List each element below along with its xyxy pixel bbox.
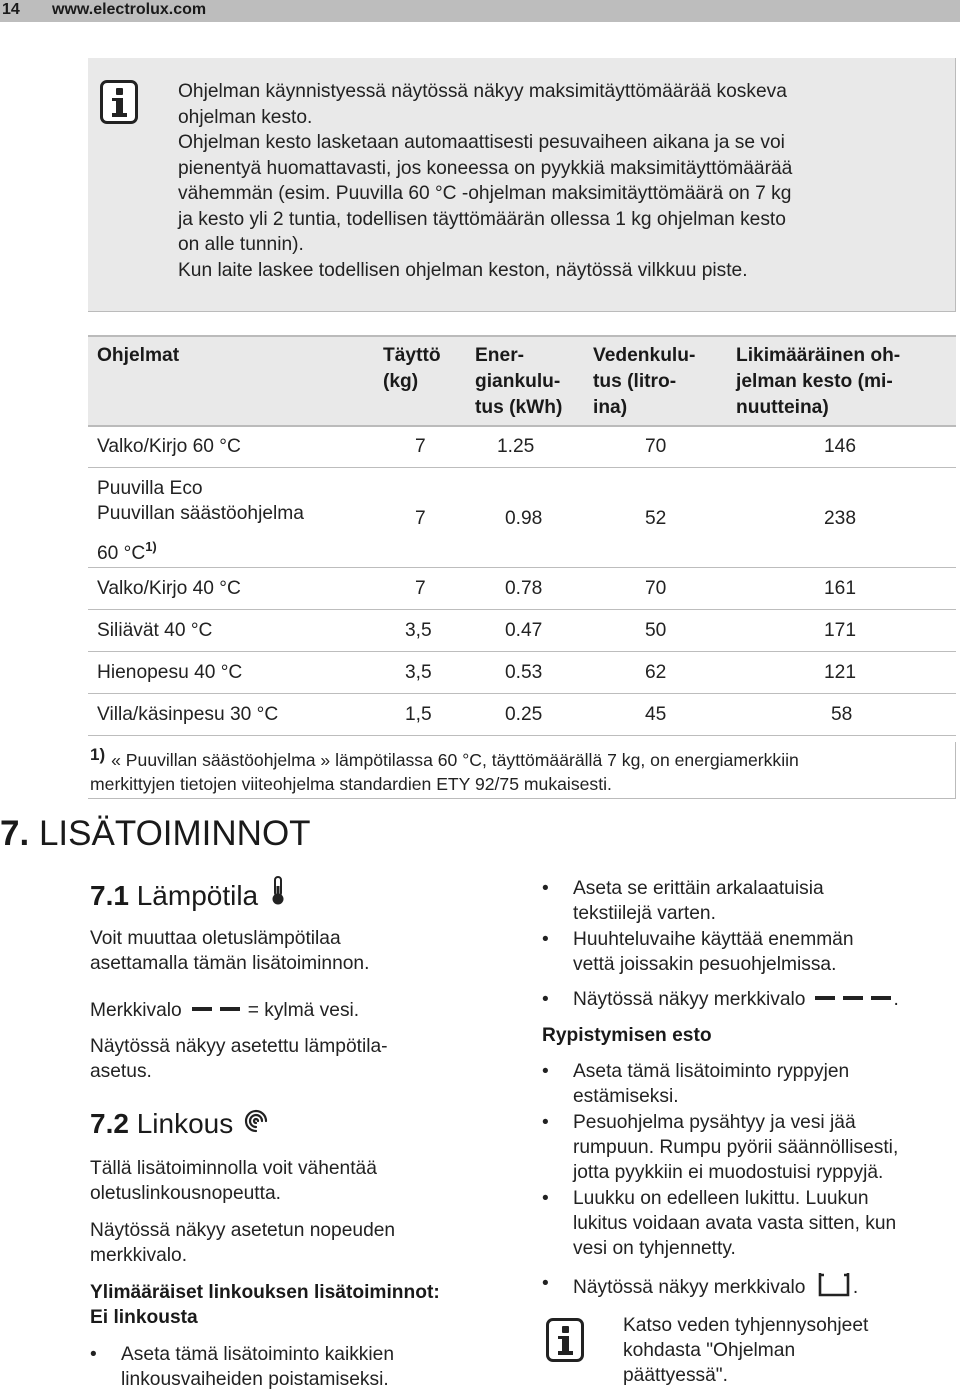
subheading-anti-crease: Rypistymisen esto (542, 1025, 712, 1046)
table-cell-programme: Puuvilla Eco (97, 478, 203, 499)
list-item: • Aseta tämä lisätoiminto ryppyjen estämiseksi. (542, 1061, 850, 1107)
column-header-water: Vedenkulu- tus (litro- ina) (593, 345, 696, 418)
list-item: • Näytössä näkyy merkkivalo . (542, 1273, 859, 1298)
list-item: • Näytössä näkyy merkkivalo . (542, 989, 899, 1010)
table-footnote (90, 743, 956, 796)
dash-indicator-icon (192, 1007, 212, 1011)
note-line: Ohjelman kesto lasketaan automaattisesti pesuvaiheen aikana ja se voi (178, 132, 785, 153)
table-cell-energy: 1.25 (497, 436, 535, 457)
table-cell-duration: 146 (824, 436, 857, 457)
list-item: • Luukku on edelleen lukittu. Luukun lukitus voidaan avata vasta sitten, kun vesi on tyhjennetty. (542, 1188, 897, 1259)
paragraph: Voit muuttaa oletuslämpötilaa asettamalla tämän lisätoiminnon. (90, 928, 370, 974)
table-cell-water: 70 (645, 436, 667, 457)
list-item: • Aseta tämä lisätoiminto kaikkien linkousvaiheiden poistamiseksi. (90, 1344, 395, 1390)
list-item: • Pesuohjelma pysähtyy ja vesi jää rumpuun. Rumpu pyörii säännöllisesti, jotta pyykkiin ei muodostuisi ryppyjä. (542, 1112, 899, 1183)
paragraph: Näytössä näkyy asetettu lämpötila- asetus. (90, 1036, 388, 1082)
table-cell-load: 7 (415, 508, 426, 529)
note-line: Kun laite laskee todellisen ohjelman keston, näytössä vilkkuu piste. (178, 259, 748, 281)
dash-indicator-icon (871, 996, 891, 1000)
info-note-drain: Katso veden tyhjennysohjeet kohdasta "Ohjelman päättyessä". (623, 1315, 869, 1386)
table-cell-duration: 121 (824, 662, 857, 683)
column-header-programme: Ohjelmat (97, 345, 180, 366)
footnote-reference: 1) (145, 539, 157, 554)
table-cell-programme: Valko/Kirjo 60 °C (97, 436, 241, 457)
section-title: 7. LISÄTOIMINNOT (0, 814, 311, 853)
table-cell-energy: 0.78 (505, 578, 543, 599)
table-cell-programme: Puuvillan säästöohjelma (97, 503, 304, 524)
row-divider (88, 735, 956, 736)
row-divider (88, 609, 956, 610)
info-icon (100, 80, 138, 124)
footnote-divider (88, 798, 956, 799)
page-header (0, 0, 960, 22)
note-line: vähemmän (esim. Puuvilla 60 °C -ohjelman maksimitäyttömäärä on 7 kg (178, 183, 792, 204)
table-cell-load: 3,5 (405, 662, 432, 683)
note-line: pienentyä huomattavasti, jos koneessa on pyykkiä maksimitäyttömäärää (178, 157, 793, 179)
list-item: • Huuhteluvaihe käyttää enemmän vettä joissakin pesuohjelmissa. (542, 929, 854, 975)
thermometer-icon (270, 876, 286, 906)
table-cell-duration: 238 (824, 508, 857, 529)
row-divider (88, 467, 956, 468)
table-cell-programme: Villa/käsinpesu 30 °C (97, 704, 279, 725)
table-cell-load: 1,5 (405, 704, 432, 725)
row-divider (88, 567, 956, 568)
table-cell-duration: 161 (824, 578, 857, 599)
info-icon (546, 1318, 584, 1362)
column-header-energy: Ener- giankulu- tus (kWh) (475, 345, 563, 418)
table-cell-energy: 0.98 (505, 508, 543, 529)
note-line: on alle tunnin). (178, 234, 304, 255)
list-item: • Aseta se erittäin arkalaatuisia tekstiilejä varten. (542, 878, 824, 924)
footnote-text: merkittyjen tietojen viiteohjelma standardien ETY 92/75 mukaisesti. (90, 774, 612, 794)
paragraph: Tällä lisätoiminnolla voit vähentää oletuslinkousnopeutta. (90, 1158, 377, 1204)
table-cell-programme: Hienopesu 40 °C (97, 662, 243, 683)
table-cell-water: 50 (645, 620, 667, 641)
row-divider (88, 651, 956, 652)
table-cell-water: 70 (645, 578, 667, 599)
table-cell-energy: 0.25 (505, 704, 543, 725)
subheading-extra-spin: Ylimääräiset linkouksen lisätoiminnot: Ei linkousta (90, 1282, 440, 1328)
table-cell-programme: Valko/Kirjo 40 °C (97, 578, 241, 599)
column-header-duration: Likimääräinen oh- jelman kesto (mi- nuutteina) (736, 345, 901, 418)
footnote-marker: 1) (90, 745, 106, 764)
table-cell-load: 3,5 (405, 620, 432, 641)
footnote-text: « Puuvillan säästöohjelma » lämpötilassa 60 °C, täyttömäärällä 7 kg, on energiamerkkiin (111, 750, 799, 770)
row-divider (88, 693, 956, 694)
column-header-load: Täyttö (kg) (383, 345, 441, 392)
table-cell-energy: 0.47 (505, 620, 543, 641)
table-cell-programme: 60 $^\circ C^{1)}$ (97, 539, 157, 564)
page-number: 14 (2, 1, 20, 18)
footnote-border (955, 742, 956, 799)
dash-indicator-icon (843, 996, 863, 1000)
table-cell-energy: 0.53 (505, 662, 543, 683)
subsection-temperature-title: 7.1 Lämpötila (90, 876, 286, 912)
note-line: Ohjelman käynnistyessä näytössä näkyy maksimitäyttömäärää koskeva (178, 81, 787, 102)
spin-icon (243, 1108, 269, 1134)
dash-indicator-icon (220, 1007, 240, 1011)
note-line: ohjelman kesto. (178, 106, 313, 128)
table-cell-programme: Siliävät 40 °C (97, 620, 213, 641)
table-cell-load: 7 (415, 578, 426, 599)
note-line: ja kesto yli 2 tuntia, todellisen täyttömäärän ollessa 1 kg ohjelman kesto (178, 208, 786, 230)
table-cell-duration: 171 (824, 620, 857, 641)
table-cell-water: 45 (645, 704, 667, 725)
dash-indicator-icon (815, 996, 835, 1000)
table-cell-water: 52 (645, 508, 667, 529)
table-cell-water: 62 (645, 662, 667, 683)
table-cell-load: 7 (415, 436, 426, 457)
table-cell-duration: 58 (831, 704, 853, 725)
subsection-spin-title: 7.2 Linkous (90, 1108, 269, 1140)
website-url: www.electrolux.com (52, 1, 207, 18)
paragraph: Merkkivalo = kylmä vesi. (90, 1000, 360, 1021)
info-note-text (178, 79, 938, 283)
paragraph: Näytössä näkyy asetetun nopeuden merkkivalo. (90, 1220, 396, 1266)
crease-guard-icon (817, 1271, 851, 1297)
